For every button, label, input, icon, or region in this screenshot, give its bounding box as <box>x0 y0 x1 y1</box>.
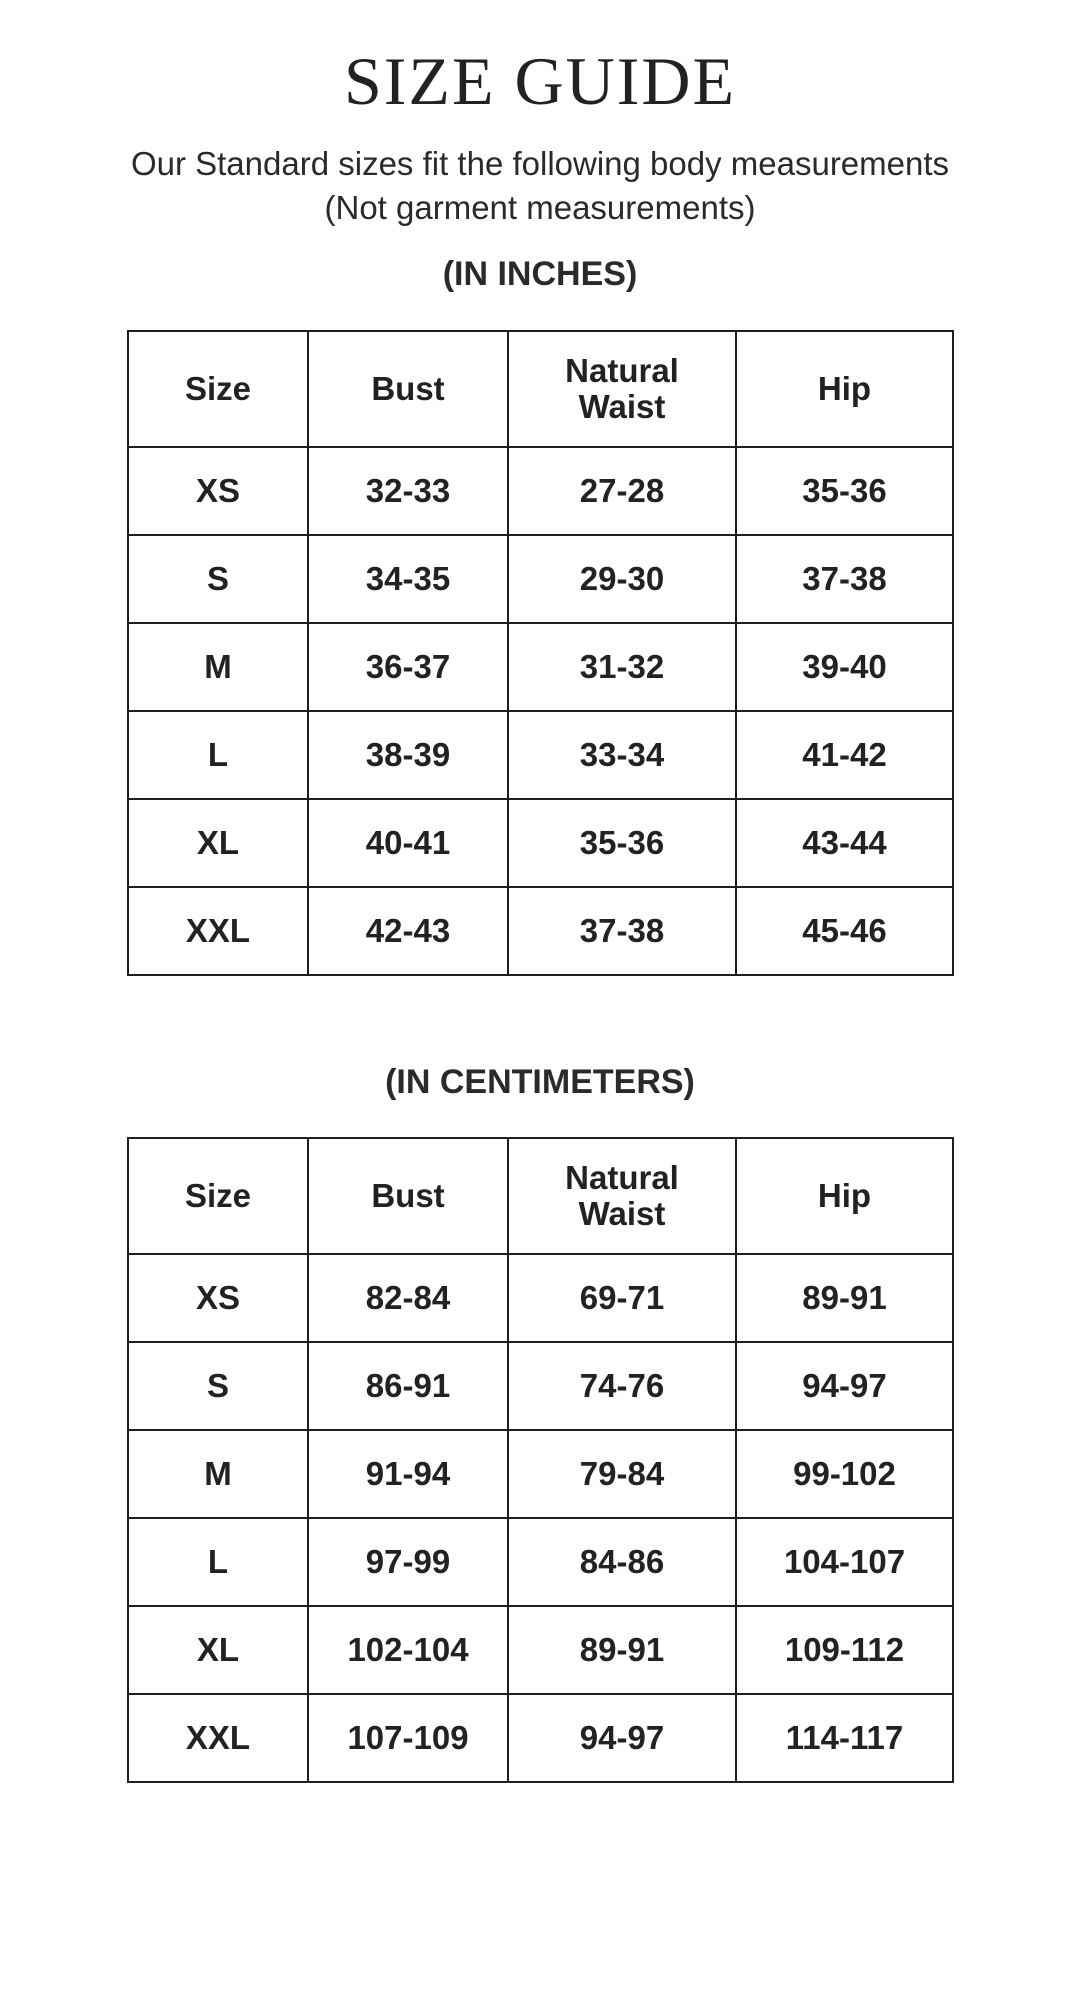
header-natural-waist <box>508 331 736 447</box>
table-row <box>128 1606 953 1694</box>
inches-section-title: (IN INCHES) <box>442 255 638 293</box>
cell-size: XXL <box>128 887 308 975</box>
cell-size: XXL <box>128 1694 308 1782</box>
cell-waist: 33-34 <box>508 711 736 799</box>
table-row <box>128 711 953 799</box>
header-bust: Bust <box>308 1138 508 1254</box>
header-size: Size <box>128 1138 308 1254</box>
cell-hip: 37-38 <box>736 535 953 623</box>
cell-size: XS <box>128 447 308 535</box>
header-bust: Bust <box>308 331 508 447</box>
table-row <box>128 1518 953 1606</box>
centimeters-section-title: (IN CENTIMETERS) <box>385 1063 695 1101</box>
cell-bust: 102-104 <box>308 1606 508 1694</box>
cell-bust: 42-43 <box>308 887 508 975</box>
cell-hip: 114-117 <box>736 1694 953 1782</box>
header-natural-waist <box>508 1138 736 1254</box>
cell-hip: 45-46 <box>736 887 953 975</box>
cell-waist: 29-30 <box>508 535 736 623</box>
cell-bust: 32-33 <box>308 447 508 535</box>
cell-hip: 94-97 <box>736 1342 953 1430</box>
table-row <box>128 623 953 711</box>
subtitle-line-2: (Not garment measurements) <box>324 189 756 226</box>
cell-bust: 38-39 <box>308 711 508 799</box>
cell-bust: 91-94 <box>308 1430 508 1518</box>
header-waist-line-1: Natural <box>565 1159 679 1196</box>
cell-hip: 89-91 <box>736 1254 953 1342</box>
header-waist-line-1: Natural <box>565 352 679 389</box>
cell-size: M <box>128 623 308 711</box>
cell-bust: 97-99 <box>308 1518 508 1606</box>
cell-size: L <box>128 711 308 799</box>
cell-waist: 74-76 <box>508 1342 736 1430</box>
cell-waist: 94-97 <box>508 1694 736 1782</box>
table-row <box>128 1254 953 1342</box>
cell-waist: 35-36 <box>508 799 736 887</box>
table-row <box>128 1430 953 1518</box>
table-row <box>128 887 953 975</box>
cell-size: XL <box>128 1606 308 1694</box>
cell-waist: 31-32 <box>508 623 736 711</box>
table-row <box>128 447 953 535</box>
header-hip: Hip <box>736 331 953 447</box>
cell-bust: 107-109 <box>308 1694 508 1782</box>
cell-hip: 35-36 <box>736 447 953 535</box>
subtitle-line-1: Our Standard sizes fit the following body measurements <box>130 145 950 182</box>
header-waist-line-2: Waist <box>578 1195 666 1232</box>
table-row <box>128 1694 953 1782</box>
cell-hip: 39-40 <box>736 623 953 711</box>
cell-size: M <box>128 1430 308 1518</box>
inches-size-table <box>127 330 954 976</box>
cell-hip: 99-102 <box>736 1430 953 1518</box>
cell-bust: 36-37 <box>308 623 508 711</box>
cell-bust: 40-41 <box>308 799 508 887</box>
cell-hip: 41-42 <box>736 711 953 799</box>
cell-waist: 37-38 <box>508 887 736 975</box>
cell-waist: 69-71 <box>508 1254 736 1342</box>
cell-hip: 43-44 <box>736 799 953 887</box>
cell-waist: 84-86 <box>508 1518 736 1606</box>
table-row <box>128 799 953 887</box>
cell-waist: 89-91 <box>508 1606 736 1694</box>
header-hip: Hip <box>736 1138 953 1254</box>
cell-waist: 79-84 <box>508 1430 736 1518</box>
cell-waist: 27-28 <box>508 447 736 535</box>
table-header-row <box>128 1138 953 1254</box>
cell-hip: 104-107 <box>736 1518 953 1606</box>
table-row <box>128 535 953 623</box>
table-header-row <box>128 331 953 447</box>
header-size: Size <box>128 331 308 447</box>
table-row <box>128 1342 953 1430</box>
cell-size: S <box>128 535 308 623</box>
cell-size: S <box>128 1342 308 1430</box>
cell-bust: 34-35 <box>308 535 508 623</box>
centimeters-size-table <box>127 1137 954 1783</box>
cell-bust: 82-84 <box>308 1254 508 1342</box>
header-waist-line-2: Waist <box>578 388 666 425</box>
page-title: SIZE GUIDE <box>343 43 737 119</box>
cell-hip: 109-112 <box>736 1606 953 1694</box>
cell-size: XS <box>128 1254 308 1342</box>
cell-bust: 86-91 <box>308 1342 508 1430</box>
cell-size: XL <box>128 799 308 887</box>
cell-size: L <box>128 1518 308 1606</box>
